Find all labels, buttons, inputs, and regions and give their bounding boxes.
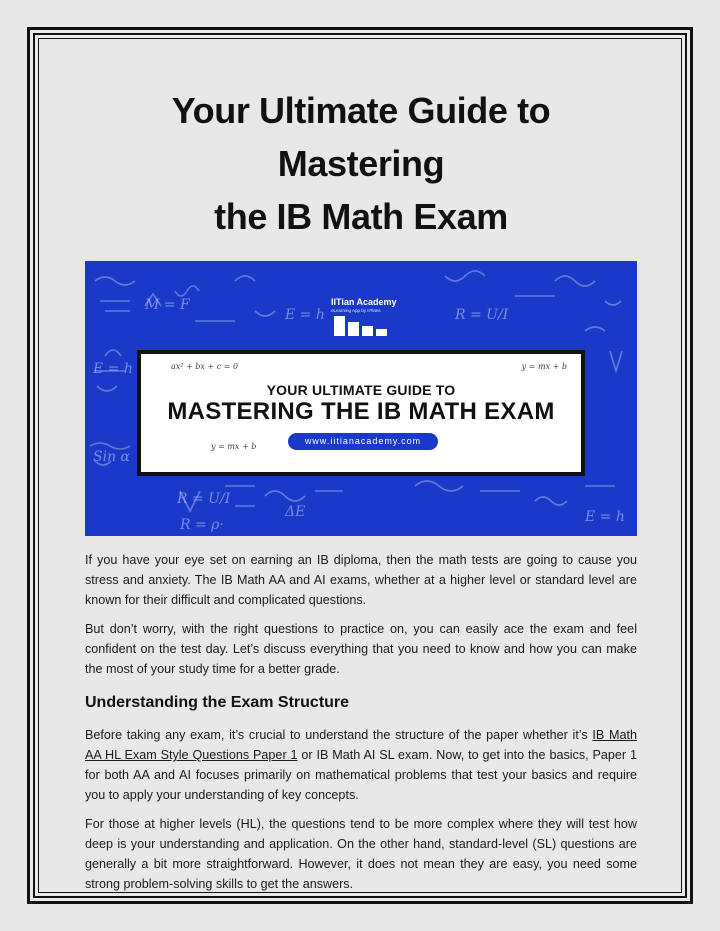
svg-text:Sin α: Sin α [93, 449, 130, 465]
svg-text:E = h: E = h [93, 361, 133, 377]
svg-text:R = U/I: R = U/I [455, 307, 509, 323]
equation-bottom-left: y = mx + b [211, 442, 257, 451]
title-line-1: Your Ultimate Guide to Mastering [171, 90, 551, 184]
banner-title-card [137, 350, 585, 476]
ib-math-aa-hl-paper1-link[interactable]: IB Math AA HL Exam Style Questions Paper 1 [85, 728, 637, 762]
svg-text:M = F: M = F [145, 297, 190, 313]
banner-subtitle: YOUR ULTIMATE GUIDE TO [266, 382, 456, 398]
section-heading-exam-structure: Understanding the Exam Structure [85, 694, 350, 711]
logo-name: IITian Academy [331, 297, 397, 307]
paragraph-intro: If you have your eye set on earning an IB diploma, then the math tests are going to cause you stress and anxiety. The IB Math AA and AI exams, whether at a higher level or standard level are known for their difficult and complicated questions. [85, 553, 637, 607]
svg-text:E = h: E = h [585, 509, 625, 525]
paragraph-text-after-link: or IB Math AI SL exam. Now, to get into the basics, Paper 1 for both AA and AI focuses primarily on mathematical problems that test your basics and require you to apply your understanding of key concepts. [85, 748, 638, 802]
svg-text:R = U/I: R = U/I [177, 491, 231, 507]
equation-top-right: y = mx + b [521, 362, 567, 371]
paragraph-hl-vs-sl: For those at higher levels (HL), the questions tend to be more complex where they will test how deep is your understanding and application. On the other hand, standard-level (SL) questions are generally a bit more straightforward. However, it does not mean they are easy, you need some strong problem-solving skills to get the answers. [85, 817, 637, 891]
logo-tagline: eLearning App by IITians [331, 308, 381, 313]
hero-banner-image [85, 261, 637, 536]
equation-top-left: ax² + bx + c = 0 [171, 362, 239, 371]
document-page [85, 84, 637, 894]
title-line-2: the IB Math Exam [214, 196, 508, 237]
paragraph-reassurance: But don’t worry, with the right questions to practice on, you can easily ace the exam and feel confident on the test day. Let’s discuss everything that you need to know and how you can make the most of your study time for a better grade. [85, 622, 637, 676]
svg-text:ΔE: ΔE [285, 504, 306, 520]
svg-text:R = ρ·: R = ρ· [180, 517, 224, 533]
logo-bars-icon [334, 316, 394, 336]
document-title [85, 84, 637, 243]
iitian-academy-logo [331, 297, 397, 337]
banner-url-pill: www.iitianacademy.com [288, 433, 438, 450]
paragraph-text-before-link: Before taking any exam, it’s crucial to understand the structure of the paper whether it’s [85, 728, 593, 742]
svg-text:E = h: E = h [285, 307, 325, 323]
paragraph-exam-structure [85, 725, 637, 805]
banner-headline: MASTERING THE IB MATH EXAM [167, 398, 555, 425]
